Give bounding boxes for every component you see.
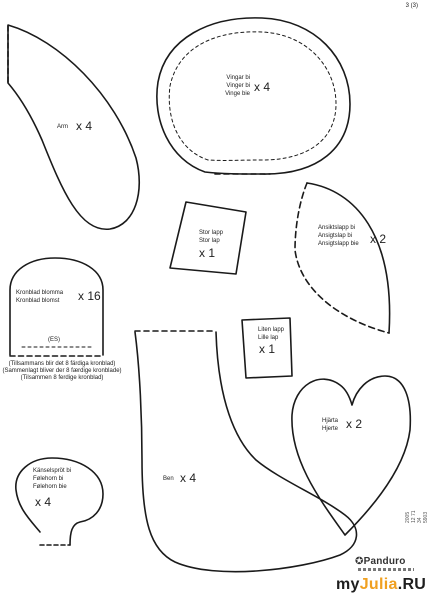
arm-label: Arm <box>57 124 68 130</box>
face-patch-label-2: Ansigtslap bi <box>318 233 353 239</box>
brand-logo <box>355 556 406 567</box>
site-highlight: Julia <box>359 576 398 593</box>
big-patch-label-1: Stor lapp <box>199 230 224 236</box>
page-number: 3 (3) <box>405 3 418 9</box>
arm-count: x 4 <box>76 119 93 133</box>
big-patch-count: x 1 <box>199 246 216 260</box>
site-watermark <box>336 576 426 594</box>
arm-piece-outline <box>8 25 139 229</box>
big-patch-label-2: Stor lap <box>199 238 220 244</box>
heart-label-1: Hjärta <box>322 418 339 424</box>
site-suffix: .RU <box>397 576 427 593</box>
heart-outline <box>292 376 410 535</box>
face-patch-label-3: Ansigtslapp bie <box>318 241 359 247</box>
product-code: 2005 12 71 34 5903 <box>405 510 429 523</box>
small-patch-count: x 1 <box>259 342 276 356</box>
wing-label-3: Vinge bie <box>225 91 250 97</box>
small-patch-label-1: Liten lapp <box>258 327 285 333</box>
wing-label-1: Vingar bi <box>226 75 250 81</box>
heart-count: x 2 <box>346 417 363 431</box>
petal-label-1: Kronblad blomma <box>16 290 64 296</box>
antenna-label-1: Känselspröt bi <box>33 468 72 474</box>
petal-label-2: Kronblad blomst <box>16 298 60 304</box>
face-patch-count: x 2 <box>370 232 387 246</box>
antenna-label-3: Følehorn bie <box>33 484 67 490</box>
brand-tagline-bar <box>358 568 414 571</box>
petal-note-1: (Tillsammans blir det 8 färdiga kronblad) <box>8 361 116 367</box>
face-patch-label-1: Ansiktslapp bi <box>318 225 356 231</box>
wing-count: x 4 <box>254 80 271 94</box>
face-patch-arc <box>307 183 390 333</box>
petal-code: (ES) <box>48 337 60 343</box>
leg-label: Ben <box>163 476 174 482</box>
petal-count: x 16 <box>78 289 101 303</box>
wing-piece-outline <box>157 18 350 174</box>
antenna-label-2: Følehorn bi <box>33 476 64 482</box>
brand-name: Panduro <box>363 556 406 567</box>
wing-label-2: Vinger bi <box>226 83 250 89</box>
face-patch-fold <box>295 183 389 333</box>
heart-label-2: Hjerte <box>322 426 339 432</box>
antenna-count: x 4 <box>35 495 52 509</box>
brand-mark-icon: ✪ <box>355 556 364 567</box>
site-prefix: my <box>336 576 360 593</box>
petal-note-2: (Sammenlagt bliver der 8 færdige kronblade) <box>2 368 122 374</box>
petal-note-3: (Tilsammen 8 ferdige kronblad) <box>20 375 104 381</box>
small-patch-label-2: Lille lap <box>258 335 279 341</box>
leg-count: x 4 <box>180 471 197 485</box>
